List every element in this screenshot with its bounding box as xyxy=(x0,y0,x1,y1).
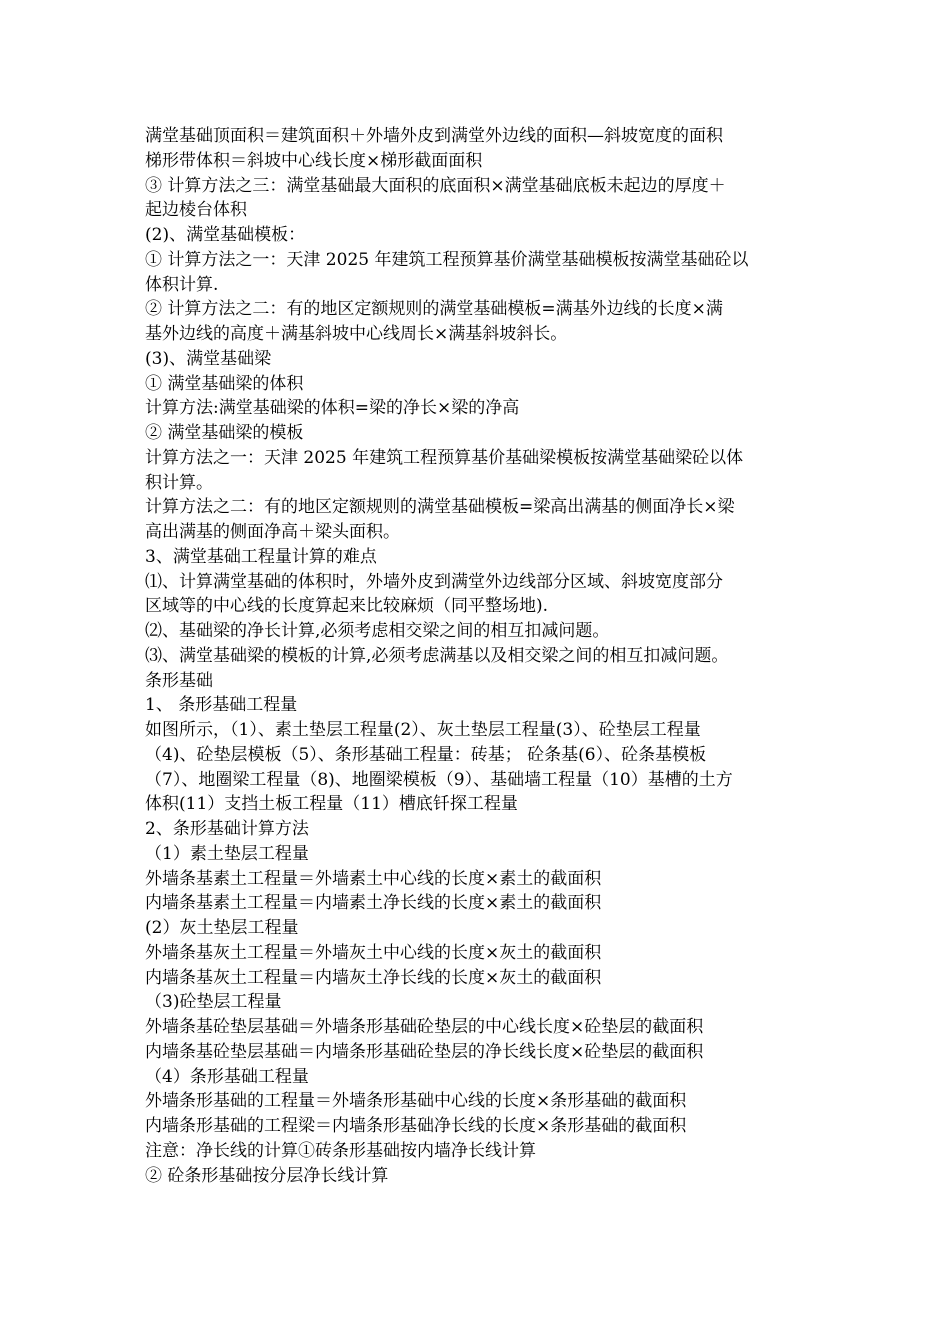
text-line: 如图所示，（1）、素土垫层工程量(2）、灰土垫层工程量(3）、砼垫层工程量 xyxy=(145,720,701,740)
section-heading: (2)、满堂基础模板： xyxy=(145,225,306,245)
section-heading: （4）条形基础工程量 xyxy=(145,1066,309,1087)
text-line: 基外边线的高度＋满基斜坡中心线周长×满基斜坡斜长。 xyxy=(145,324,568,344)
text-line: 计算方法之二：有的地区定额规则的满堂基础模板=梁高出满基的侧面净长×梁 xyxy=(145,497,735,518)
text-line: 满堂基础顶面积＝建筑面积＋外墙外皮到满堂外边线的面积—斜坡宽度的面积 xyxy=(145,126,723,146)
text-line: 内墙条基砼垫层基础＝内墙条形基础砼垫层的净长线长度×砼垫层的截面积 xyxy=(145,1041,704,1062)
text-line: 梯形带体积＝斜坡中心线长度×梯形截面面积 xyxy=(145,150,483,171)
text-line: 积计算。 xyxy=(145,472,213,493)
text-line: 内墙条基素土工程量＝内墙素土净长线的长度×素土的截面积 xyxy=(145,893,602,914)
text-line: ⑴、计算满堂基础的体积时，外墙外皮到满堂外边线部分区域、斜坡宽度部分 xyxy=(145,571,723,592)
text-line: 计算方法:满堂基础梁的体积=梁的净长×梁的净高 xyxy=(145,398,520,419)
section-heading: (3)、满堂基础梁 xyxy=(145,348,272,369)
text-line: 体积计算. xyxy=(145,274,219,295)
text-line: ⑶、满堂基础梁的模板的计算,必须考虑满基以及相交梁之间的相互扣减问题。 xyxy=(145,645,729,666)
text-line: 起边棱台体积 xyxy=(145,200,247,221)
text-line: 外墙条基砼垫层基础＝外墙条形基础砼垫层的中心线长度×砼垫层的截面积 xyxy=(145,1017,704,1037)
text-line: 内墙条形基础的工程梁＝内墙条形基础净长线的长度×条形基础的截面积 xyxy=(145,1116,687,1136)
text-line: ① 计算方法之一：天津 2025 年建筑工程预算基价满堂基础模板按满堂基础砼以 xyxy=(145,249,749,270)
text-line: ① 满堂基础梁的体积 xyxy=(145,373,304,394)
text-line: 内墙条基灰土工程量＝内墙灰土净长线的长度×灰土的截面积 xyxy=(145,967,602,988)
text-line: ② 砼条形基础按分层净长线计算 xyxy=(145,1165,389,1186)
text-line: 注意：净长线的计算①砖条形基础按内墙净长线计算 xyxy=(145,1140,536,1161)
text-line: 外墙条基素土工程量＝外墙素土中心线的长度×素土的截面积 xyxy=(145,868,602,889)
text-line: ③ 计算方法之三：满堂基础最大面积的底面积×满堂基础底板未起边的厚度＋ xyxy=(145,175,726,196)
section-heading: (2）灰土垫层工程量 xyxy=(145,918,299,938)
section-heading: 3、满堂基础工程量计算的难点 xyxy=(145,546,377,567)
text-line: 区域等的中心线的长度算起来比较麻烦（同平整场地). xyxy=(145,596,549,617)
text-line: 外墙条基灰土工程量＝外墙灰土中心线的长度×灰土的截面积 xyxy=(145,942,602,963)
text-line: 体积(11）支挡土板工程量（11）槽底钎探工程量 xyxy=(145,794,518,815)
text-line: 计算方法之一：天津 2025 年建筑工程预算基价基础梁模板按满堂基础梁砼以体 xyxy=(145,447,744,468)
section-heading: 1、 条形基础工程量 xyxy=(145,695,298,716)
text-line: （7）、地圈梁工程量（8)、地圈梁模板（9）、基础墙工程量（10）基槽的土方 xyxy=(145,769,733,790)
section-heading: （1）素土垫层工程量 xyxy=(145,843,309,864)
document-body xyxy=(145,124,815,1188)
text-line: ⑵、基础梁的净长计算,必须考虑相交梁之间的相互扣减问题。 xyxy=(145,621,610,641)
text-line: 高出满基的侧面净高＋梁头面积。 xyxy=(145,522,400,542)
text-line: 外墙条形基础的工程量＝外墙条形基础中心线的长度×条形基础的截面积 xyxy=(145,1091,687,1112)
section-heading: （3)砼垫层工程量 xyxy=(145,992,282,1013)
section-heading: 条形基础 xyxy=(145,670,213,691)
text-line: ② 计算方法之二：有的地区定额规则的满堂基础模板=满基外边线的长度×满 xyxy=(145,299,723,320)
text-line: ② 满堂基础梁的模板 xyxy=(145,423,304,443)
text-line: （4)、砼垫层模板（5）、条形基础工程量：砖基； 砼条基(6）、砼条基模板 xyxy=(145,744,707,765)
section-heading: 2、条形基础计算方法 xyxy=(145,819,309,839)
